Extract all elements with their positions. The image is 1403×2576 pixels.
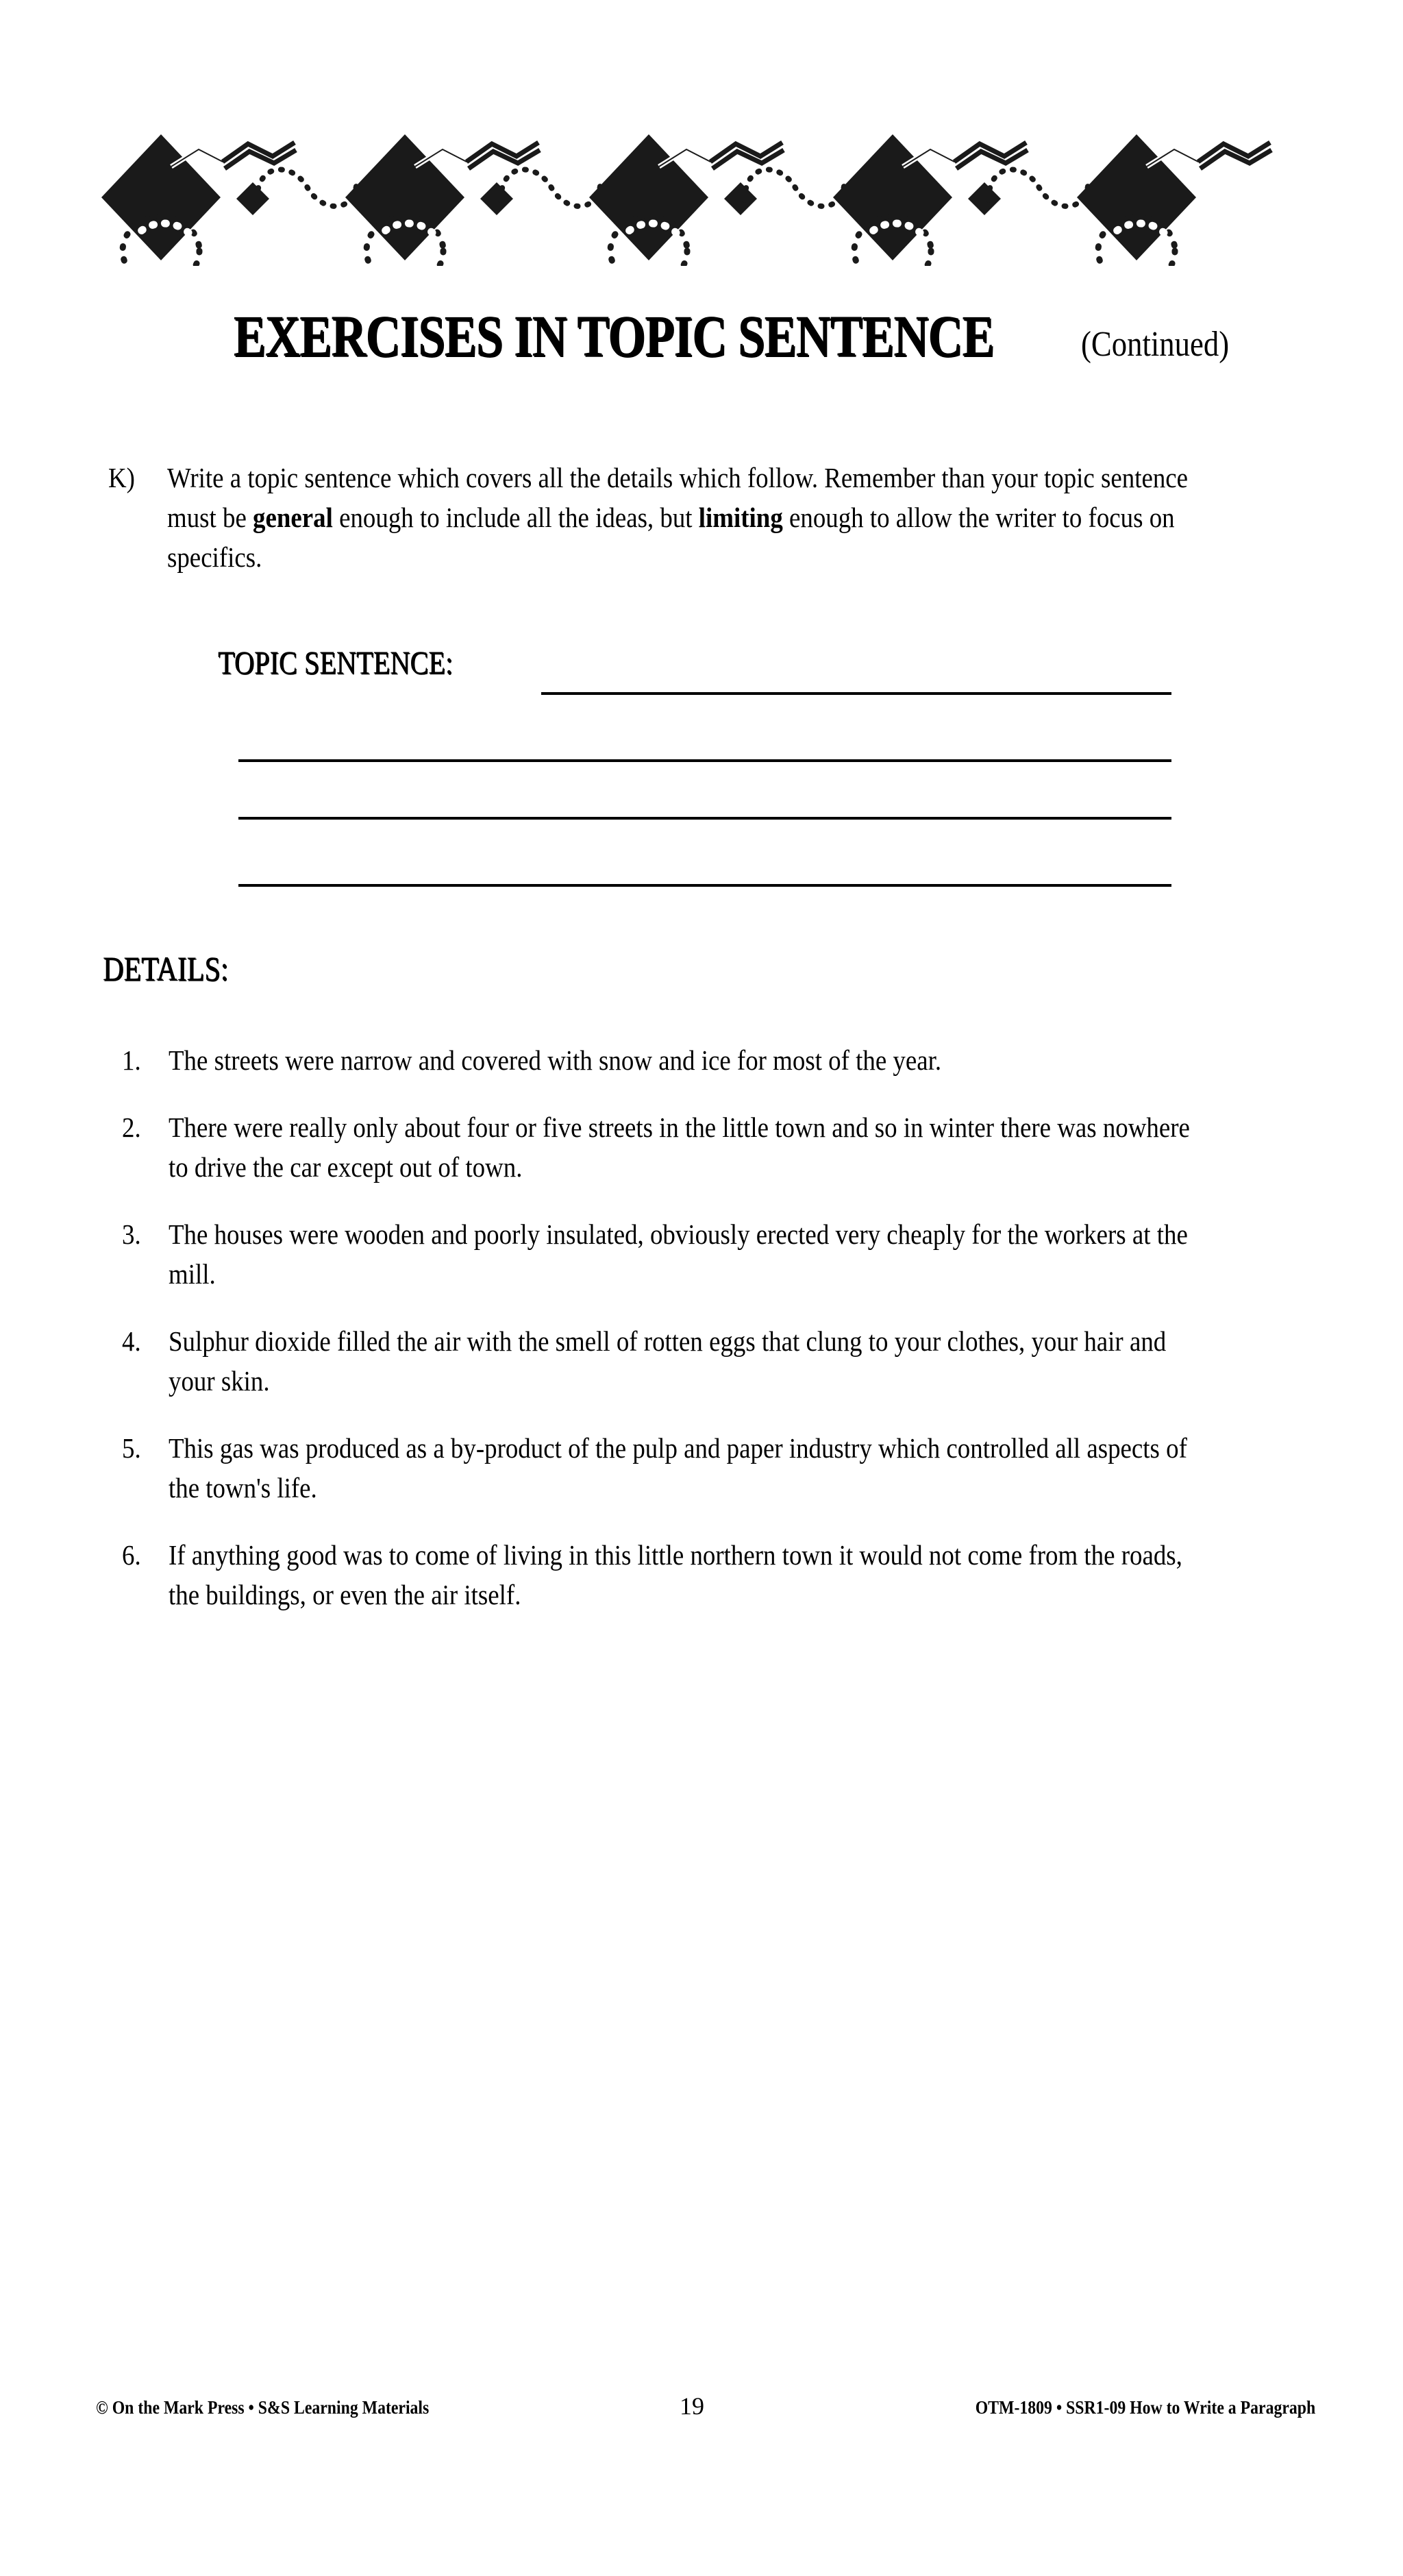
footer-copyright: © On the Mark Press • S&S Learning Materials	[96, 2397, 430, 2418]
list-item-text: The houses were wooden and poorly insulated, obviously erected very cheaply for the workers at the mill.	[169, 1218, 1188, 1290]
list-item	[122, 1428, 1314, 1508]
instruction-text	[167, 458, 1200, 577]
details-heading: DETAILS:	[103, 949, 229, 988]
footer-product-code: OTM-1809 • SSR1-09 How to Write a Paragraph	[975, 2397, 1315, 2418]
instruction-text-part-2: enough to include all the ideas, but	[332, 502, 699, 533]
page-title	[0, 302, 1403, 370]
decorative-border	[96, 129, 1315, 266]
topic-sentence-label: TOPIC SENTENCE:	[218, 645, 454, 681]
instruction-emphasis-limiting: limiting	[698, 502, 783, 533]
page-footer	[96, 2392, 1315, 2420]
instruction-text-part-3: enough to allow the writer to focus on specifics.	[167, 502, 1175, 573]
list-item-text: This gas was produced as a by-product of the pulp and paper industry which controlled all aspects of the town's life.	[169, 1432, 1187, 1504]
instruction-block	[108, 458, 1314, 577]
list-item-number: 2.	[122, 1112, 141, 1143]
topic-sentence-answer-line-1[interactable]	[541, 692, 1171, 695]
topic-sentence-answer-line-2[interactable]	[238, 759, 1171, 762]
list-item-number: 3.	[122, 1218, 141, 1250]
list-item	[122, 1040, 1314, 1080]
list-item	[122, 1214, 1314, 1294]
instruction-text-part-1: Write a topic sentence which covers all the details which follow. Remember than your topic sentence must be	[167, 462, 1189, 533]
list-item-text: If anything good was to come of living in this little northern town it would not come from the roads, the buildings, or even the air itself.	[169, 1539, 1182, 1610]
list-item-number: 4.	[122, 1325, 141, 1357]
page-title-suffix: (Continued)	[1081, 325, 1230, 364]
details-list	[122, 1040, 1314, 1642]
list-item	[122, 1535, 1314, 1615]
topic-sentence-answer-line-3[interactable]	[238, 817, 1171, 820]
list-item-number: 6.	[122, 1539, 141, 1571]
page-title-main: EXERCISES IN TOPIC SENTENCE	[233, 303, 994, 369]
list-item-text: There were really only about four or five streets in the little town and so in winter there was nowhere to drive the car except out of town.	[169, 1112, 1190, 1183]
topic-sentence-answer-line-4[interactable]	[238, 884, 1171, 887]
list-item-text: Sulphur dioxide filled the air with the smell of rotten eggs that clung to your clothes, your hair and your skin.	[169, 1325, 1167, 1397]
list-item-text: The streets were narrow and covered with snow and ice for most of the year.	[169, 1044, 942, 1076]
list-item	[122, 1321, 1314, 1401]
list-item	[122, 1107, 1314, 1187]
list-item-number: 5.	[122, 1432, 141, 1464]
footer-page-number: 19	[680, 2392, 704, 2420]
instruction-marker: K)	[108, 462, 135, 493]
list-item-number: 1.	[122, 1044, 141, 1076]
instruction-emphasis-general: general	[253, 502, 333, 533]
instruction-row	[108, 458, 1314, 577]
